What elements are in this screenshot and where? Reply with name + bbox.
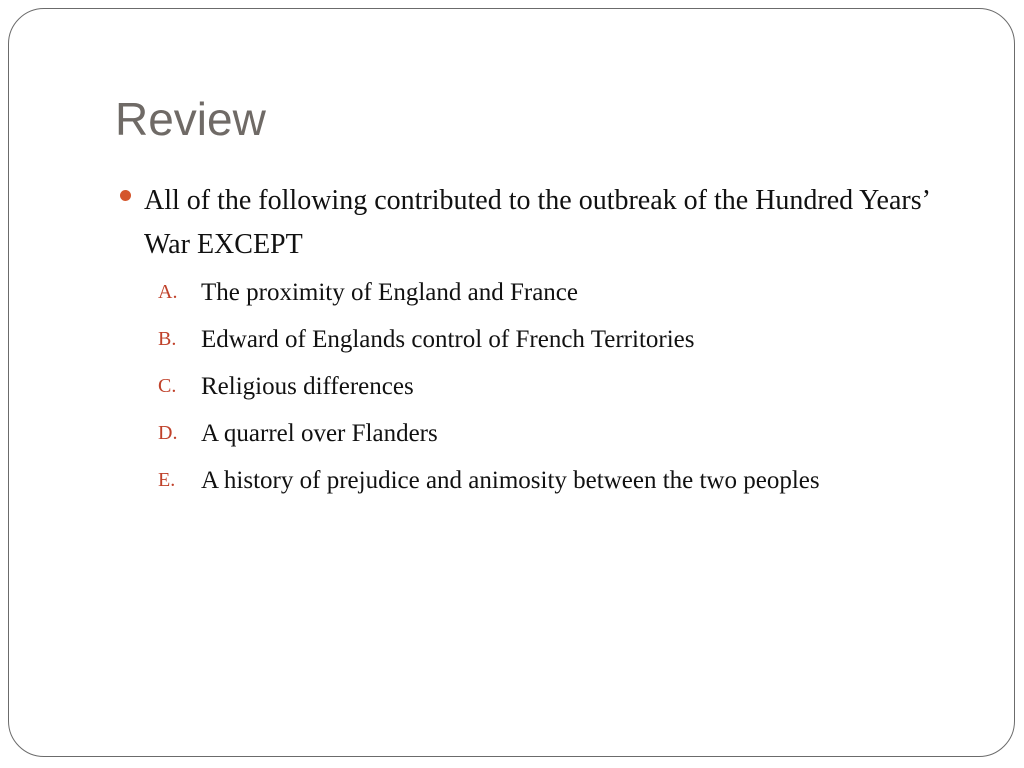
option-letter: E. — [158, 469, 176, 491]
option-text: A quarrel over Flanders — [201, 420, 438, 447]
option-c — [115, 363, 975, 410]
option-a — [115, 269, 975, 316]
option-text: Religious differences — [201, 373, 414, 400]
slide — [8, 8, 1015, 757]
option-e — [115, 457, 975, 504]
question-text: All of the following contributed to the outbreak of the Hundred Years’ War EXCEPT — [144, 185, 929, 260]
option-letter: C. — [158, 375, 177, 397]
slide-content — [115, 179, 975, 504]
answer-options — [115, 269, 975, 504]
option-text: A history of prejudice and animosity between the two peoples — [201, 467, 820, 494]
option-d — [115, 410, 975, 457]
option-b — [115, 316, 975, 363]
question-bullet — [115, 179, 975, 267]
option-letter: D. — [158, 422, 178, 444]
option-letter: A. — [158, 281, 178, 303]
bullet-dot-icon — [120, 190, 131, 201]
option-letter: B. — [158, 328, 177, 350]
option-text: Edward of Englands control of French Territories — [201, 326, 695, 353]
slide-title: Review — [115, 93, 266, 145]
option-text: The proximity of England and France — [201, 279, 578, 306]
